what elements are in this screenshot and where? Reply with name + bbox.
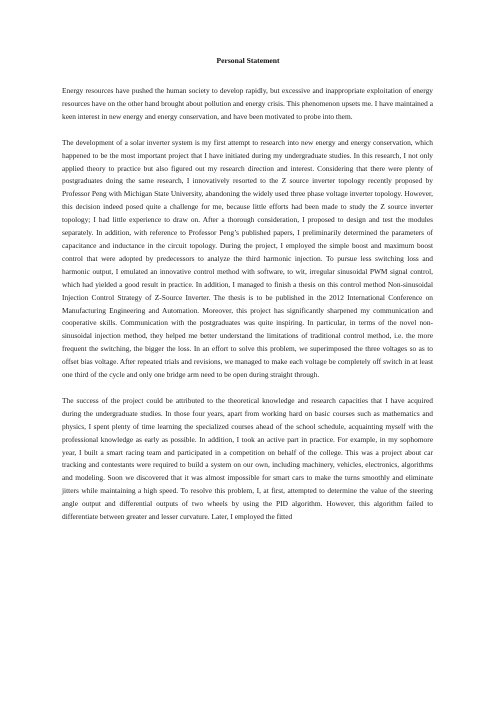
document-body — [62, 85, 433, 537]
paragraph-2: The development of a solar inverter system is my first attempt to research into new energy and energy conservation, which happened to be the most important project that I have initiated during my undergraduate studies. In this research, I not only applied theory to practice but also figured out my research direction and interest. Considering that there were plenty of postgraduates doing the same research, I innovatively resorted to the Z source inverter topology recently proposed by Professor Peng with Michigan State University, abandoning the widely used three phase voltage inverter topology. However, this decision indeed posed quite a challenge for me, because little efforts had been made to study the Z source inverter topology; I had little experience to draw on. After a thorough consideration, I proposed to design and test the modules separately. In addition, with reference to Professor Peng’s published papers, I preliminarily determined the parameters of capacitance and inductance in the circuit topology. During the project, I employed the simple boost and maximum boost control that were adopted by predecessors to analyze the third harmonic injection. To pursue less switching loss and harmonic output, I emulated an innovative control method with software, to wit, irregular sinusoidal PWM signal control, which had yielded a good result in practice. In addition, I managed to finish a thesis on this control method Non-sinusoidal Injection Control Strategy of Z-Source Inverter. The thesis is to be published in the 2012 International Conference on Manufacturing Engineering and Automation. Moreover, this project has significantly sharpened my communication and cooperative skills. Communication with the postgraduates was quite inspiring. In particular, in terms of the novel non-sinusoidal injection method, they helped me better understand the limitations of traditional control method, i.e. the more frequent the switching, the bigger the loss. In an effort to solve this problem, we superimposed the three voltages so as to offset bias voltage. After repeated trials and revisions, we managed to make each voltage be completely off switch in at least one third of the cycle and only one bridge arm need to be open during straight through. — [62, 137, 433, 380]
document-title: Personal Statement — [216, 56, 280, 65]
paragraph-3: The success of the project could be attributed to the theoretical knowledge and research capacities that I have acquired during the undergraduate studies. In those four years, apart from working hard on basic courses such as mathematics and physics, I spent plenty of time learning the specialized courses ahead of the school schedule, acquainting myself with the professional knowledge as early as possible. In addition, I took an active part in practice. For example, in my sophomore year, I built a smart racing team and participated in a competition on behalf of the college. This was a project about car tracking and contestants were required to build a system on our own, including machinery, vehicles, electronics, algorithms and modeling. Soon we discovered that it was almost impossible for smart cars to make the turns smoothly and eliminate jitters while maintaining a high speed. To resolve this problem, I, at first, attempted to determine the value of the steering angle output and differential outputs of two wheels by using the PID algorithm. However, this algorithm failed to differentiate between greater and lesser curvature. Later, I employed the fitted — [62, 395, 433, 522]
paragraph-1: Energy resources have pushed the human society to develop rapidly, but excessive and inappropriate exploitation of energy resources have on the other hand brought about pollution and energy crisis. This phenomenon upsets me. I have maintained a keen interest in new energy and energy conservation, and have been motivated to probe into them. — [62, 86, 433, 121]
